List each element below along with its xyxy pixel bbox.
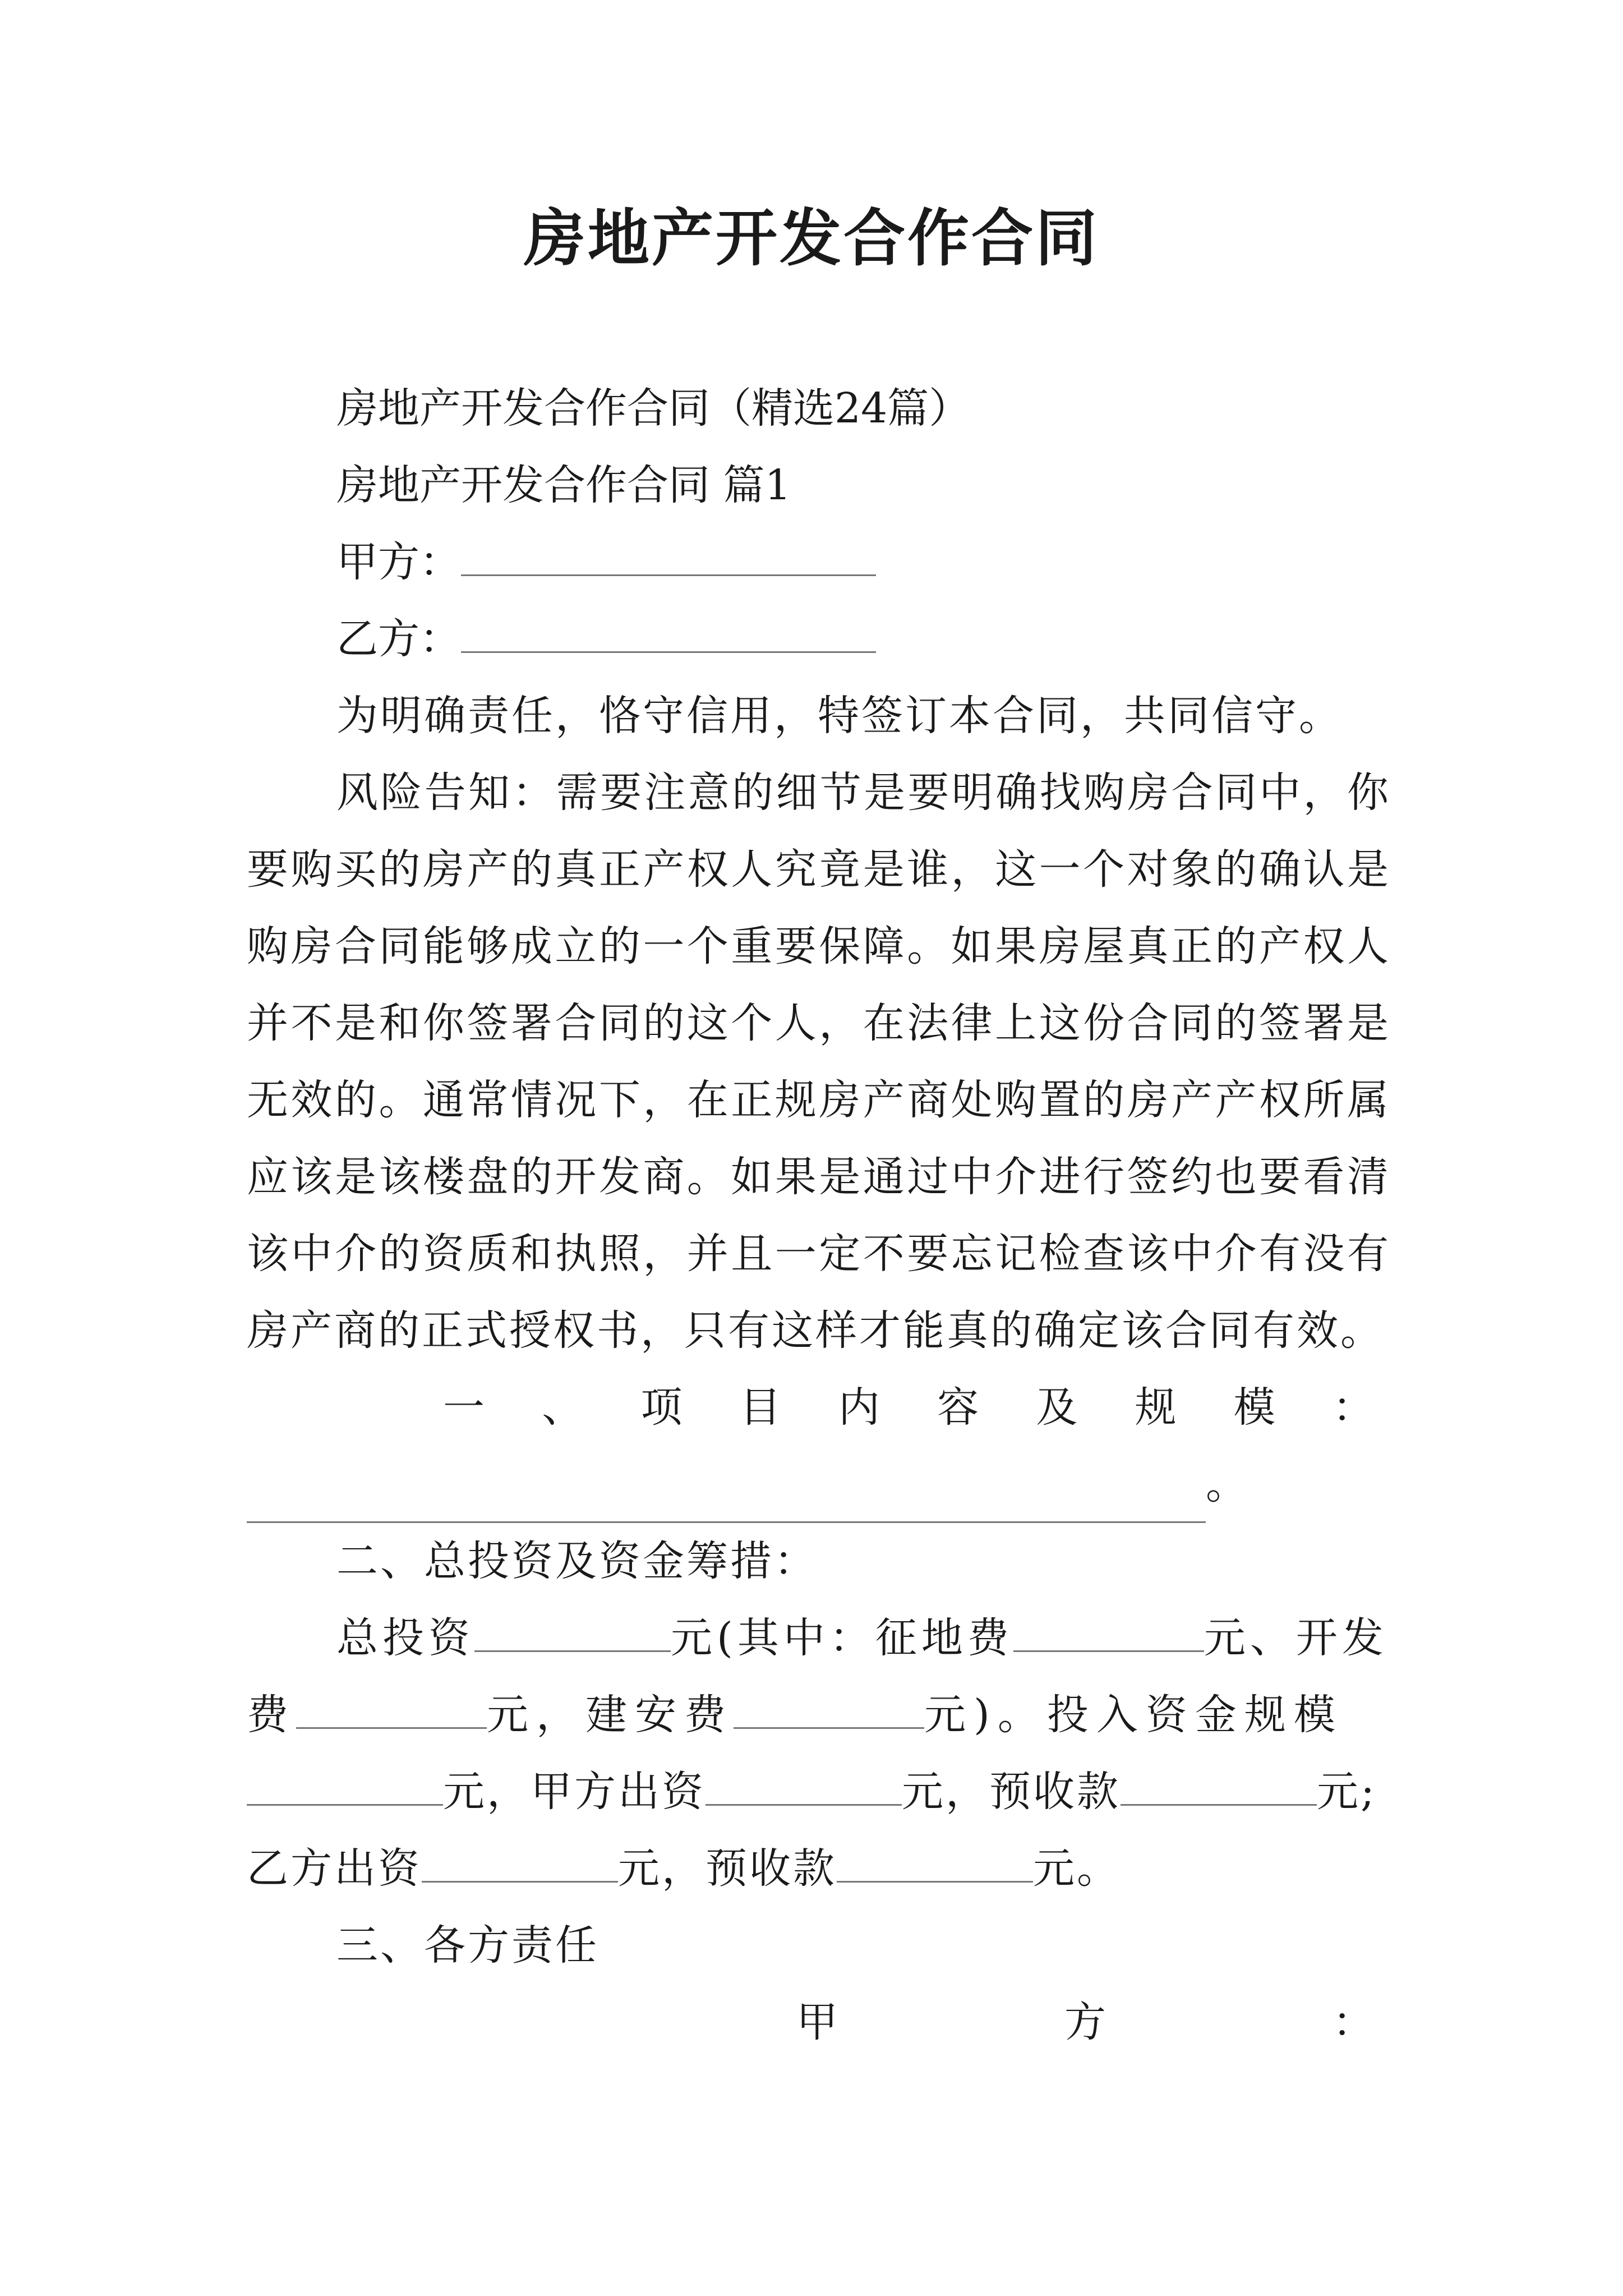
section1-char: 目	[739, 1383, 781, 1432]
section3-heading: 三、各方责任	[336, 1921, 599, 1970]
section3-party-a-line	[247, 1984, 1391, 2061]
section2-text: 元，建安费	[487, 1691, 734, 1739]
section2-text: 乙方出资	[247, 1844, 422, 1893]
development-fee-blank[interactable]	[296, 1694, 487, 1729]
party-b-blank[interactable]	[461, 618, 876, 653]
section3-char: ：	[1332, 1998, 1374, 2046]
section3-char: 方	[1064, 1998, 1106, 2046]
party-a-prepayment-blank[interactable]	[1121, 1770, 1317, 1806]
section2-heading: 二、总投资及资金筹措：	[336, 1537, 818, 1585]
section2-text: 总投资	[336, 1614, 474, 1662]
section1-blank[interactable]	[247, 1488, 1206, 1523]
section2-text: 元;	[1317, 1768, 1377, 1816]
article-heading: 房地产开发合作合同 篇1	[336, 461, 791, 509]
document-body	[247, 370, 1391, 2061]
section1-heading	[247, 1369, 1391, 1446]
section2-text: 元。	[1033, 1844, 1121, 1893]
party-b-prepayment-blank[interactable]	[837, 1847, 1033, 1883]
fund-scale-blank[interactable]	[247, 1770, 443, 1806]
party-a-label: 甲方：	[336, 538, 461, 586]
party-a-investment-blank[interactable]	[706, 1770, 902, 1806]
section1-end: 。	[1206, 1460, 1247, 1508]
section2-text: 元，预收款	[902, 1768, 1121, 1816]
section1-char: 及	[1036, 1383, 1078, 1432]
section2-text: 费	[247, 1691, 296, 1739]
document-title: 房地产开发合作合同	[524, 202, 1099, 274]
party-b-label: 乙方：	[336, 615, 461, 663]
section2-line-2	[247, 1677, 1391, 1754]
section1-blank-line	[247, 1446, 1391, 1523]
section1-char: 、	[542, 1383, 584, 1432]
section2-line-3	[247, 1754, 1391, 1830]
party-a-line	[247, 524, 1391, 601]
party-b-line	[247, 601, 1391, 678]
section1-char: 容	[937, 1383, 979, 1432]
total-investment-blank[interactable]	[474, 1617, 671, 1652]
section3-char: 甲	[796, 1998, 838, 2046]
section2-text: 元)。投入资金规模	[924, 1691, 1343, 1739]
section2-line-4	[247, 1830, 1391, 1907]
section2-text: 元，甲方出资	[443, 1768, 706, 1816]
section1-char: 项	[640, 1383, 683, 1432]
section2-text: 元，预收款	[618, 1844, 837, 1893]
construction-fee-blank[interactable]	[734, 1694, 924, 1729]
section1-char: 内	[838, 1383, 880, 1432]
intro-paragraph: 为明确责任，恪守信用，特签订本合同，共同信守。	[336, 692, 1343, 740]
document-subtitle: 房地产开发合作合同（精选24篇）	[336, 384, 971, 432]
section1-char: ：	[1332, 1383, 1374, 1432]
section2-text: 元(其中：征地费	[671, 1614, 1013, 1662]
section1-char: 规	[1135, 1383, 1177, 1432]
section2-line-1	[247, 1600, 1391, 1677]
section1-char: 一	[443, 1383, 485, 1432]
section2-text: 元、开发	[1204, 1614, 1388, 1662]
section1-char: 模	[1233, 1383, 1275, 1432]
land-fee-blank[interactable]	[1013, 1617, 1204, 1652]
risk-notice-paragraph: 风险告知：需要注意的细节是要明确找购房合同中，你要购买的房产的真正产权人究竟是谁，这一个对象的确认是购房合同能够成立的一个重要保障。如果房屋真正的产权人并不是和你签署合同的这个人，在法律上这份合同的签署是无效的。通常情况下，在正规房产商处购置的房产产权所属应该是该楼盘的开发商。如果是通过中介进行签约也要看清该中介的资质和执照，并且一定不要忘记检查该中介有没有房产商的正式授权书，只有这样才能真的确定该合同有效。	[247, 769, 1391, 1355]
party-a-blank[interactable]	[461, 541, 876, 576]
party-b-investment-blank[interactable]	[422, 1847, 618, 1883]
